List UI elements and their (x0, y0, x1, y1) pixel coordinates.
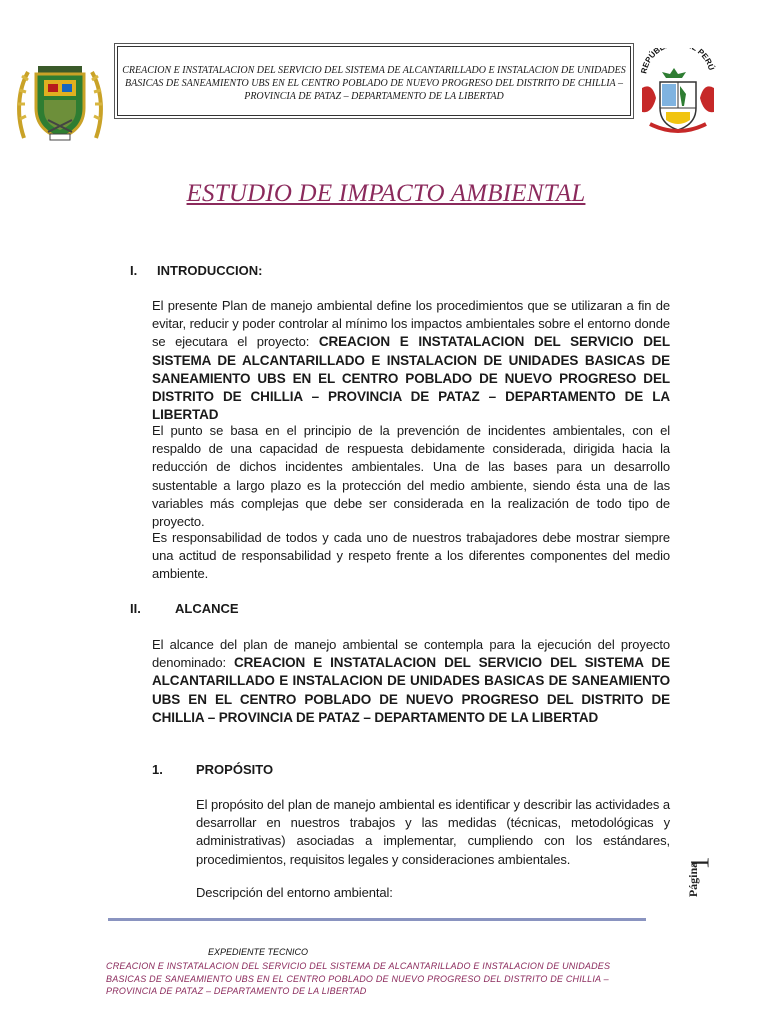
peru-coat-of-arms-logo (636, 48, 720, 140)
subsection-1-paragraph-1: El propósito del plan de manejo ambiental es identificar y describir las actividades a desarrollar en nuestros trabajos y las medidas (técnicas, metodológicas y administrativas) asociadas a implementar, cumpliendo con los estándares, procedimientos, requisitos legales y consideraciones ambientales. (196, 797, 670, 867)
footer-line-2: BASICAS DE SANEAMIENTO UBS EN EL CENTRO POBLADO DE NUEVO PROGRESO DEL DISTRITO DE CHILLIA – (106, 973, 609, 984)
document-title: ESTUDIO DE IMPACTO AMBIENTAL (186, 180, 586, 207)
municipal-emblem-logo (14, 60, 106, 146)
page-number-value: 1 (685, 856, 715, 870)
header-line-3: PROVINCIA DE PATAZ – DEPARTAMENTO DE LA LIBERTAD (244, 91, 504, 102)
header-project-title-box (117, 46, 631, 116)
header-line-2: BASICAS DE SANEAMIENTO UBS EN EL CENTRO POBLADO DE NUEVO PROGRESO DEL DISTRITO DE CHILLIA – (125, 78, 623, 89)
subsection-1-heading: PROPÓSITO (196, 762, 274, 777)
section-1-heading: INTRODUCCION: (157, 263, 263, 278)
footer-line-3: PROVINCIA DE PATAZ – DEPARTAMENTO DE LA LIBERTAD (106, 986, 367, 996)
footer-project-title (106, 960, 671, 998)
section-1-paragraph-1-text: El presente Plan de manejo ambiental define los procedimientos que se utilizaran a fin de evitar, reducir y poder controlar al mínimo los impactos ambientales sobre el entorno donde se ejecutara el proyecto: (152, 298, 670, 350)
subsection-1-paragraph-2: Descripción del entorno ambiental: (196, 885, 393, 900)
section-2-heading: ALCANCE (175, 601, 239, 616)
footer-line-1: CREACION E INSTATALACION DEL SERVICIO DEL SISTEMA DE ALCANTARILLADO E INSTALACION DE UNIDADES (106, 961, 611, 971)
page-number (685, 850, 734, 920)
section-1-paragraph-2: El punto se basa en el principio de la prevención de incidentes ambientales, con el respaldo de una capacidad de respuesta debidamente considerada, dirigida hacia la reducción de dichos incidentes ambientales. Una de las bases para un desarrollo sustentable a largo plazo es la protección del medio ambiente, siendo ésta una de las variables más complejas que debe ser considerada en la realización de todo tipo de proyecto. (152, 423, 670, 530)
section-2-paragraph-1 (152, 636, 670, 727)
section-2-project-name: CREACION E INSTATALACION DEL SERVICIO DEL SISTEMA DE ALCANTARILLADO E INSTALACION DE UNIDADES BASICAS DE SANEAMIENTO UBS EN EL CENTRO POBLADO DE NUEVO PROGRESO DEL DISTRITO DE CHILLIA – PROVINCIA DE PATAZ – DEPARTAMENTO DE LA LIBERTAD (152, 655, 670, 725)
section-1-project-name: CREACION E INSTATALACION DEL SERVICIO DEL SISTEMA DE ALCANTARILLADO E INSTALACION DE UNIDADES BASICAS DE SANEAMIENTO UBS EN EL CENTRO POBLADO DE NUEVO PROGRESO DEL DISTRITO DE CHILLIA – PROVINCIA DE PATAZ – DEPARTAMENTO DE LA LIBERTAD (152, 334, 670, 423)
section-1-paragraph-1 (152, 297, 670, 424)
header-line-1: CREACION E INSTATALACION DEL SERVICIO DEL SISTEMA DE ALCANTARILLADO E INSTALACION DE UNIDADES (122, 65, 626, 76)
footer-label: EXPEDIENTE TECNICO (208, 947, 309, 957)
page-number-label: Página (686, 861, 701, 898)
footer-divider (108, 918, 646, 921)
section-1-paragraph-3: Es responsabilidad de todos y cada uno de nuestros trabajadores debe mostrar siempre una actitud de responsabilidad y respeto frente a los diferentes componentes del medio ambiente. (152, 530, 670, 582)
svg-text:REPÚBLICA DEL PERÚ: REPÚB PERÚ (639, 48, 716, 75)
subsection-1-number: 1. (152, 762, 163, 777)
section-2-paragraph-1-text: El alcance del plan de manejo ambiental se contempla para la ejecución del proyecto denominado: (152, 637, 670, 671)
section-2-number: II. (130, 601, 141, 616)
section-1-number: I. (130, 263, 138, 278)
